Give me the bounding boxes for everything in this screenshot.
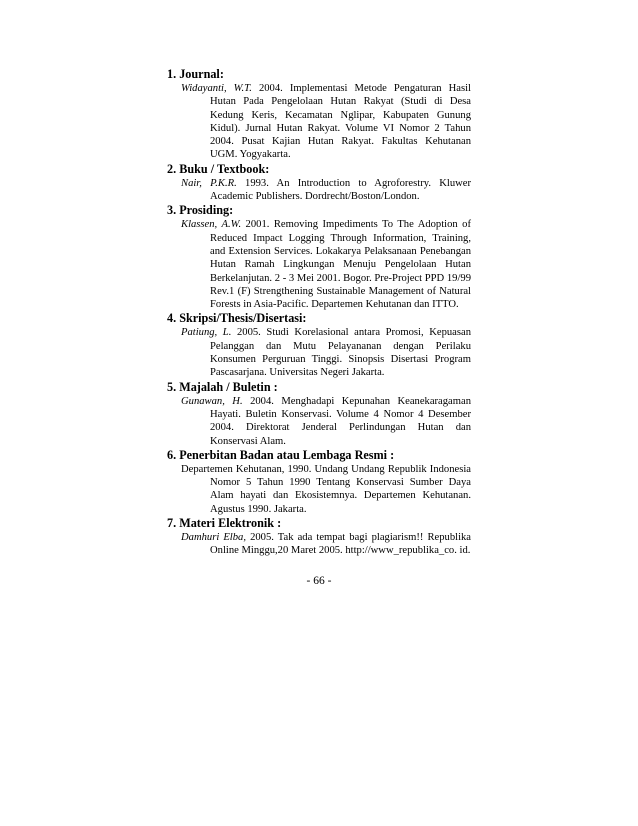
reference-entry <box>181 218 471 311</box>
reference-text: 2004. Menghadapi Kepunahan Keanekaragaman Hayati. Buletin Konservasi. Volume 4 Nomor 4 Desember 2004. Direktorat Jenderal Perlindungan Hutan dan Konservasi Alam. <box>210 395 471 447</box>
section-magazine <box>167 380 471 448</box>
reference-entry <box>181 395 471 448</box>
section-heading: 5. Majalah / Buletin : <box>167 379 278 394</box>
section-thesis <box>167 311 471 379</box>
reference-author: Klassen, A.W. <box>181 219 242 231</box>
reference-text: 2005. Studi Korelasional antara Promosi, Kepuasan Pelanggan dan Mutu Pelayananan dengan Perilaku Konsumen Perguruan Tinggi. Sinopsis Disertasi Program Pascasarjana. Universitas Negeri Jakarta. <box>210 327 471 379</box>
section-official-publication <box>167 448 471 516</box>
section-heading: 3. Prosiding: <box>167 203 234 218</box>
reference-author: Gunawan, H. <box>181 395 243 407</box>
reference-entry <box>181 177 471 204</box>
section-proceedings <box>167 203 471 311</box>
reference-entry <box>181 463 471 516</box>
section-heading: 2. Buku / Textbook: <box>167 161 270 176</box>
reference-entry <box>181 326 471 379</box>
section-heading: 4. Skripsi/Thesis/Disertasi: <box>167 311 307 326</box>
reference-entry <box>181 531 471 558</box>
reference-list <box>167 67 471 558</box>
reference-text: 1993. An Introduction to Agroforestry. Kluwer Academic Publishers. Dordrecht/Boston/London. <box>210 177 472 203</box>
section-electronic <box>167 516 471 558</box>
section-journal <box>167 67 471 162</box>
reference-text: 2005. Tak ada tempat bagi plagiarism!! Republika Online Minggu,20 Maret 2005. http://www_republika_co. id. <box>210 532 472 557</box>
section-heading: 1. Journal: <box>167 67 224 81</box>
reference-author: Patiung, L. <box>181 327 232 339</box>
section-heading: 7. Materi Elektronik : <box>167 516 282 531</box>
reference-text: 2004. Implementasi Metode Pengaturan Hasil Hutan Pada Pengelolaan Hutan Rakyat (Studi di Desa Kedung Keris, Kecamatan Nglipar, Kabupaten Gunung Kidul). Jurnal Hutan Rakyat. Volume VI Nomor 2 Tahun 2004. Pusat Kajian Hutan Rakyat. Fakultas Kehutanan UGM. Yogyakarta. <box>210 83 471 161</box>
reference-text: 2001. Removing Impediments To The Adoption of Reduced Impact Logging Through Information, Training, and Extension Services. Lokakarya Pelaksanaan Penebangan Hutan Ramah Lingkungan Menuju Pengelolaan Hutan Berkelanjutan. 2 - 3 Mei 2001. Bogor. Pre-Project PPD 19/99 Rev.1 (F) Strengthening Sustainable Management of Natural Forests in Asia-Pacific. Departemen Kehutanan dan ITTO. <box>210 219 471 311</box>
page-number: - 66 - <box>306 575 332 587</box>
reference-author: Widayanti, W.T. <box>181 83 252 94</box>
section-heading: 6. Penerbitan Badan atau Lembaga Resmi : <box>167 447 395 462</box>
section-textbook <box>167 162 471 204</box>
reference-entry <box>181 82 471 162</box>
reference-author: Damhuri Elba, <box>181 532 246 544</box>
reference-author: Nair, P.K.R. <box>181 177 237 189</box>
reference-text: Departemen Kehutanan, 1990. Undang Undang Republik Indonesia Nomor 5 Tahun 1990 Tentang Konservasi Sumber Daya Alam hayati dan Ekosistemnya. Departemen Kehutanan. Agustus 1990. Jakarta. <box>181 463 471 515</box>
